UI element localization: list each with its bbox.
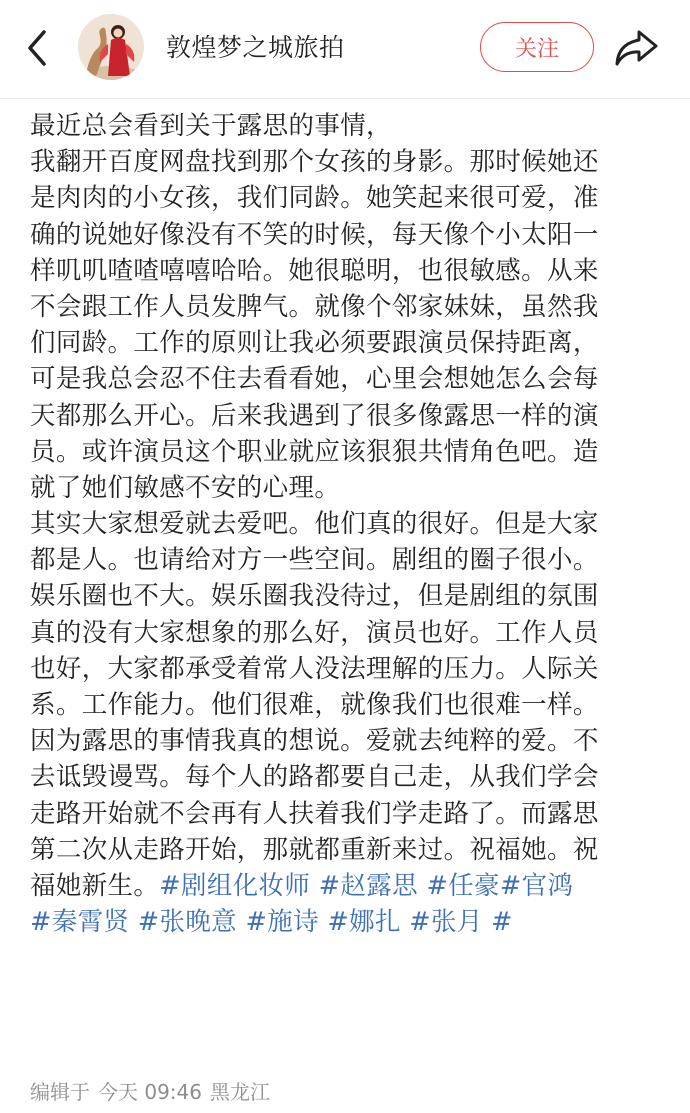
post-line xyxy=(30,398,662,434)
post-line xyxy=(30,361,662,397)
edit-time: 今天 09:46 xyxy=(98,1080,202,1104)
post-line xyxy=(30,289,662,325)
post-body xyxy=(30,108,662,940)
post-text xyxy=(310,871,318,901)
post-text: 我翻开百度网盘找到那个女孩的身影。那时候她还 xyxy=(30,147,599,178)
post-header xyxy=(0,0,690,99)
post-text xyxy=(129,907,137,937)
hashtag-link[interactable]: #任豪 xyxy=(426,870,500,901)
post-text: 们同龄。工作的原则让我必须要跟演员保持距离， xyxy=(30,328,599,359)
post-text: 福她新生。 xyxy=(30,870,160,901)
post-line xyxy=(30,904,662,940)
post-text: 也好，大家都承受着常人没法理解的压力。人际关 xyxy=(30,653,599,684)
post-text: 天都那么开心。后来我遇到了很多像露思一样的演 xyxy=(30,400,599,431)
location: 黑龙江 xyxy=(210,1080,270,1104)
post-text xyxy=(401,907,409,937)
post-line xyxy=(30,325,662,361)
hashtag-link[interactable]: #秦霄贤 xyxy=(30,907,130,938)
post-line xyxy=(30,434,662,470)
hashtag-link[interactable]: #官鸿 xyxy=(499,870,574,901)
post-line xyxy=(30,832,662,868)
post-line xyxy=(30,578,662,614)
avatar[interactable] xyxy=(78,14,144,80)
post-line xyxy=(30,144,662,180)
back-button[interactable] xyxy=(18,24,58,72)
post-text: 其实大家想爱就去爱吧。他们真的很好。但是大家 xyxy=(30,509,599,540)
post-line xyxy=(30,108,662,144)
post-text: 最近总会看到关于露思的事情， xyxy=(30,111,392,141)
edited-label: 编辑于 xyxy=(30,1080,90,1104)
post-text: 确的说她好像没有不笑的时候，每天像个小太阳一 xyxy=(30,219,599,250)
post-text xyxy=(483,907,491,937)
hashtag-link[interactable]: #剧组化妆师 xyxy=(159,870,311,901)
post-text: 去诋毁谩骂。每个人的路都要自己走，从我们学会 xyxy=(30,762,599,793)
post-line xyxy=(30,723,662,759)
post-line xyxy=(30,868,662,904)
post-text xyxy=(237,907,245,937)
post-line xyxy=(30,615,662,651)
hashtag-link[interactable]: #张月 xyxy=(409,907,483,938)
post-line xyxy=(30,542,662,578)
post-text: 员。或许演员这个职业就应该狠狠共情角色吧。造 xyxy=(30,436,599,467)
post-line xyxy=(30,180,662,216)
post-line xyxy=(30,796,662,832)
post-line xyxy=(30,687,662,723)
hashtag-link[interactable]: # xyxy=(491,907,513,938)
hashtag-link[interactable]: #赵露思 xyxy=(318,870,418,901)
post-text: 走路开始就不会再有人扶着我们学走路了。而露思 xyxy=(30,798,599,829)
share-button[interactable] xyxy=(612,26,660,70)
post-meta xyxy=(30,1076,278,1105)
post-line xyxy=(30,253,662,289)
hashtag-link[interactable]: #张晚意 xyxy=(137,907,238,938)
post-text: 就了她们敏感不安的心理。 xyxy=(30,472,341,503)
post-text: 可是我总会忍不住去看看她，心里会想她怎么会每 xyxy=(30,364,599,395)
post-line xyxy=(30,759,662,795)
post-text: 娱乐圈也不大。娱乐圈我没待过，但是剧组的氛围 xyxy=(30,581,599,612)
post-text: 因为露思的事情我真的想说。爱就去纯粹的爱。不 xyxy=(30,726,599,757)
post-text: 真的没有大家想象的那么好，演员也好。工作人员 xyxy=(30,617,599,648)
post-line xyxy=(30,651,662,687)
avatar-image xyxy=(78,14,144,80)
follow-button[interactable]: 关注 xyxy=(480,22,594,72)
post-text: 样叽叽喳喳嘻嘻哈哈。她很聪明，也很敏感。从来 xyxy=(30,255,599,286)
post-text: 第二次从走路开始，那就都重新来过。祝福她。祝 xyxy=(30,834,599,865)
share-arrow-icon xyxy=(612,26,660,70)
username[interactable]: 敦煌梦之城旅拍 xyxy=(166,33,345,62)
hashtag-link[interactable]: #娜扎 xyxy=(327,907,401,938)
post-line xyxy=(30,470,662,506)
post-text: 是肉肉的小女孩，我们同龄。她笑起来很可爱，准 xyxy=(30,183,599,214)
post-line xyxy=(30,217,662,253)
post-text: 都是人。也请给对方一些空间。剧组的圈子很小。 xyxy=(30,545,599,576)
post-text: 不会跟工作人员发脾气。就像个邻家妹妹，虽然我 xyxy=(30,291,599,322)
post-text: 系。工作能力。他们很难，就像我们也很难一样。 xyxy=(30,690,599,720)
chevron-left-icon xyxy=(18,24,58,72)
post-line xyxy=(30,506,662,542)
hashtag-link[interactable]: #施诗 xyxy=(245,907,319,938)
